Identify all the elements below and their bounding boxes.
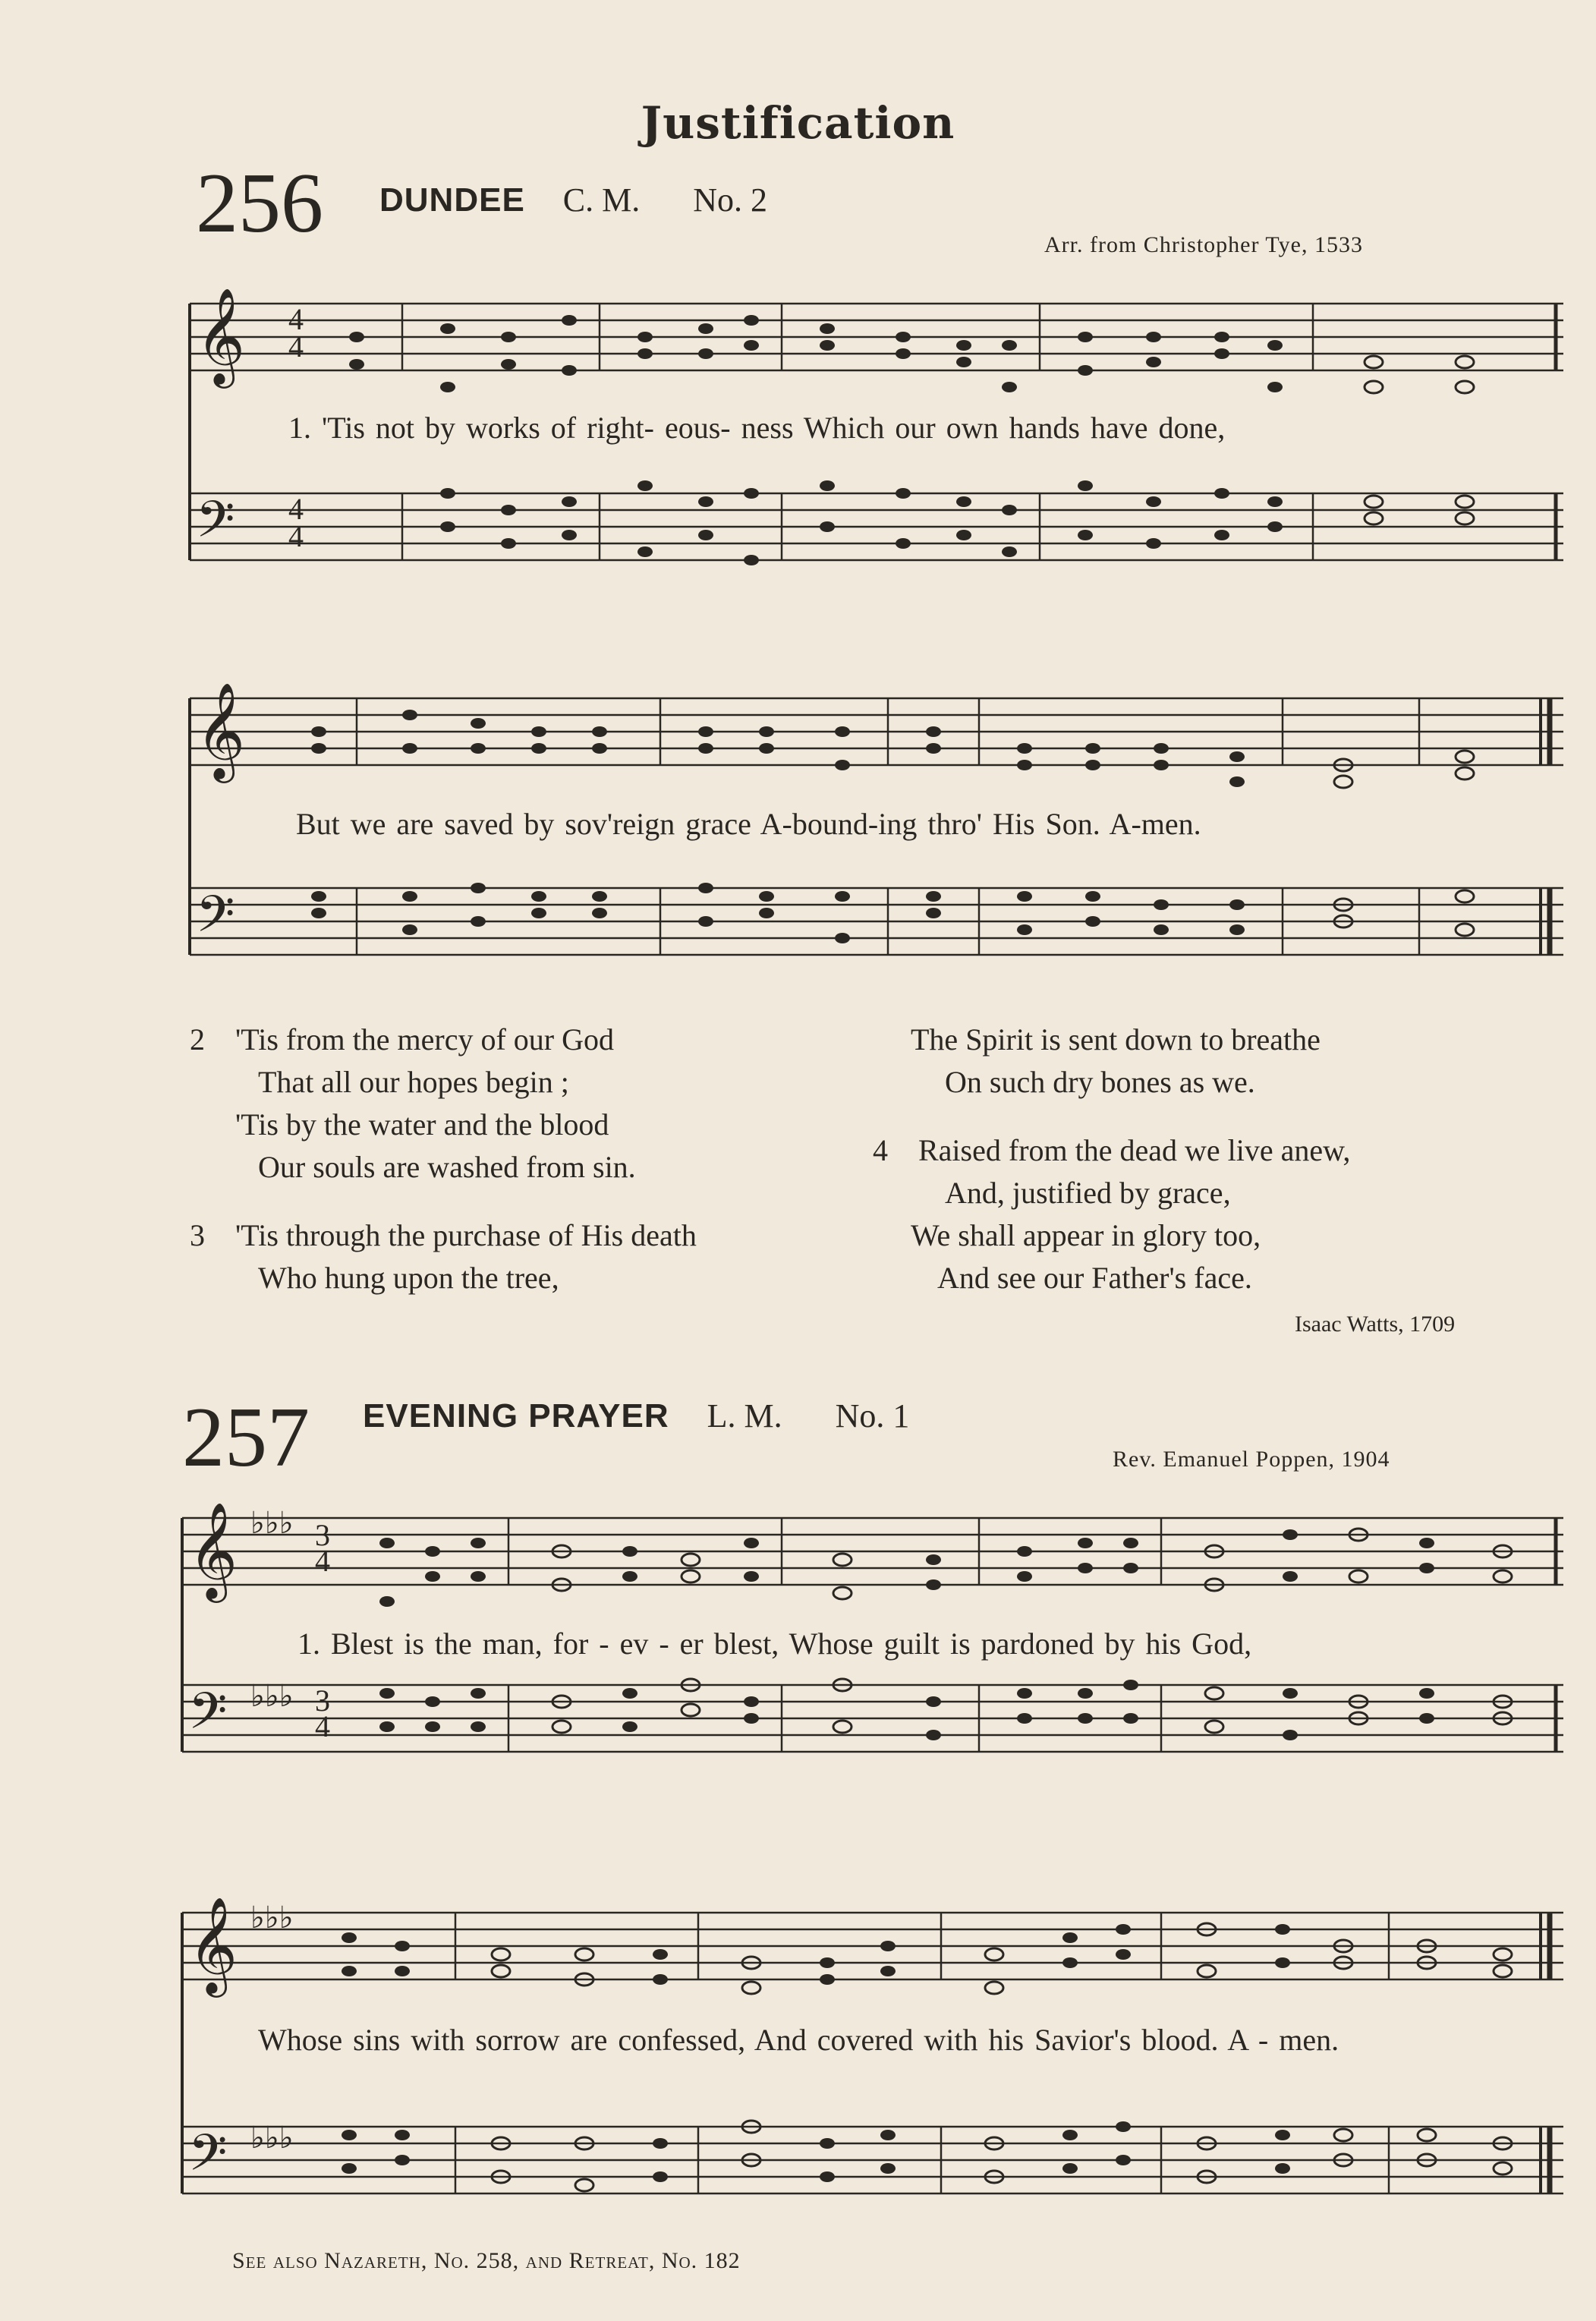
verse-3-continued xyxy=(873,1019,1350,1104)
verse-line: That all our hopes begin ; xyxy=(258,1065,569,1099)
svg-text:𝄞: 𝄞 xyxy=(188,1896,238,1993)
verses-left-column xyxy=(190,1019,697,1325)
svg-text:4: 4 xyxy=(288,519,304,553)
composer-attribution: Rev. Emanuel Poppen, 1904 xyxy=(1113,1447,1390,1472)
verse-line: 'Tis from the mercy of our God xyxy=(235,1022,615,1057)
svg-text:𝄢: 𝄢 xyxy=(196,490,235,561)
meter: C. M. xyxy=(562,181,641,219)
svg-text:♭♭♭: ♭♭♭ xyxy=(250,2121,294,2156)
verse-2 xyxy=(190,1019,697,1189)
verse-line: 'Tis by the water and the blood xyxy=(235,1107,609,1142)
verse-number: 3 xyxy=(190,1218,205,1252)
verse-number: 2 xyxy=(190,1022,205,1057)
svg-text:𝄢: 𝄢 xyxy=(188,2124,228,2194)
tune-name: DUNDEE xyxy=(379,181,525,219)
verse-line: Who hung upon the tree, xyxy=(258,1261,559,1295)
svg-text:4: 4 xyxy=(288,302,304,336)
svg-text:4: 4 xyxy=(315,1709,330,1743)
verse-line: On such dry bones as we. xyxy=(945,1065,1255,1099)
tune-number: No. 2 xyxy=(693,181,768,219)
svg-text:♭♭♭: ♭♭♭ xyxy=(250,1506,294,1541)
hymn-number-256: 256 xyxy=(196,156,323,250)
svg-text:𝄢: 𝄢 xyxy=(188,1682,228,1753)
verse-number: 4 xyxy=(873,1133,888,1167)
verse-line: Our souls are washed from sin. xyxy=(258,1150,636,1184)
lyric-line: But we are saved by sov'reign grace A-bound-ing thro' His Son. A-men. xyxy=(296,807,1201,841)
composer-attribution: Arr. from Christopher Tye, 1533 xyxy=(1044,232,1363,257)
lyric-line: 1. Blest is the man, for - ev - er blest, Whose guilt is pardoned by his God, xyxy=(297,1627,1252,1661)
verse-4 xyxy=(873,1129,1350,1299)
tune-number: No. 1 xyxy=(835,1397,910,1434)
svg-text:3: 3 xyxy=(315,1683,330,1718)
svg-text:♭♭♭: ♭♭♭ xyxy=(250,1679,294,1714)
see-also-note: See also Nazareth, No. 258, and Retreat, No. 182 xyxy=(232,2248,741,2273)
hymn-number-257: 257 xyxy=(182,1390,310,1485)
lyric-line: 1. 'Tis not by works of right- eous- ness Which our own hands have done, xyxy=(288,411,1226,445)
verse-line: And, justified by grace, xyxy=(945,1176,1231,1210)
hymn-author: Isaac Watts, 1709 xyxy=(1295,1312,1456,1337)
verse-line: 'Tis through the purchase of His death xyxy=(235,1218,697,1252)
svg-text:𝄢: 𝄢 xyxy=(196,885,235,956)
svg-text:4: 4 xyxy=(288,492,304,526)
svg-text:4: 4 xyxy=(315,1544,330,1578)
lyric-line: Whose sins with sorrow are confessed, And covered with his Savior's blood. A - men. xyxy=(258,2023,1339,2057)
verse-line: We shall appear in glory too, xyxy=(911,1218,1261,1252)
page-heading: Justification xyxy=(641,97,955,149)
verse-line: And see our Father's face. xyxy=(937,1261,1252,1295)
svg-text:3: 3 xyxy=(315,1518,330,1552)
hymn-257-tune-line xyxy=(363,1397,909,1435)
svg-text:𝄞: 𝄞 xyxy=(188,1501,238,1598)
svg-text:4: 4 xyxy=(288,329,304,364)
meter: L. M. xyxy=(707,1397,782,1434)
svg-text:𝄞: 𝄞 xyxy=(196,682,246,779)
hymn-256-tune-line xyxy=(379,181,767,219)
svg-text:𝄞: 𝄞 xyxy=(196,287,246,384)
tune-name: EVENING PRAYER xyxy=(363,1397,669,1434)
verse-line: The Spirit is sent down to breathe xyxy=(911,1022,1321,1057)
verse-3 xyxy=(190,1214,697,1299)
svg-text:♭♭♭: ♭♭♭ xyxy=(250,1901,294,1935)
verse-line: Raised from the dead we live anew, xyxy=(918,1133,1351,1167)
verses-right-column xyxy=(873,1019,1350,1325)
